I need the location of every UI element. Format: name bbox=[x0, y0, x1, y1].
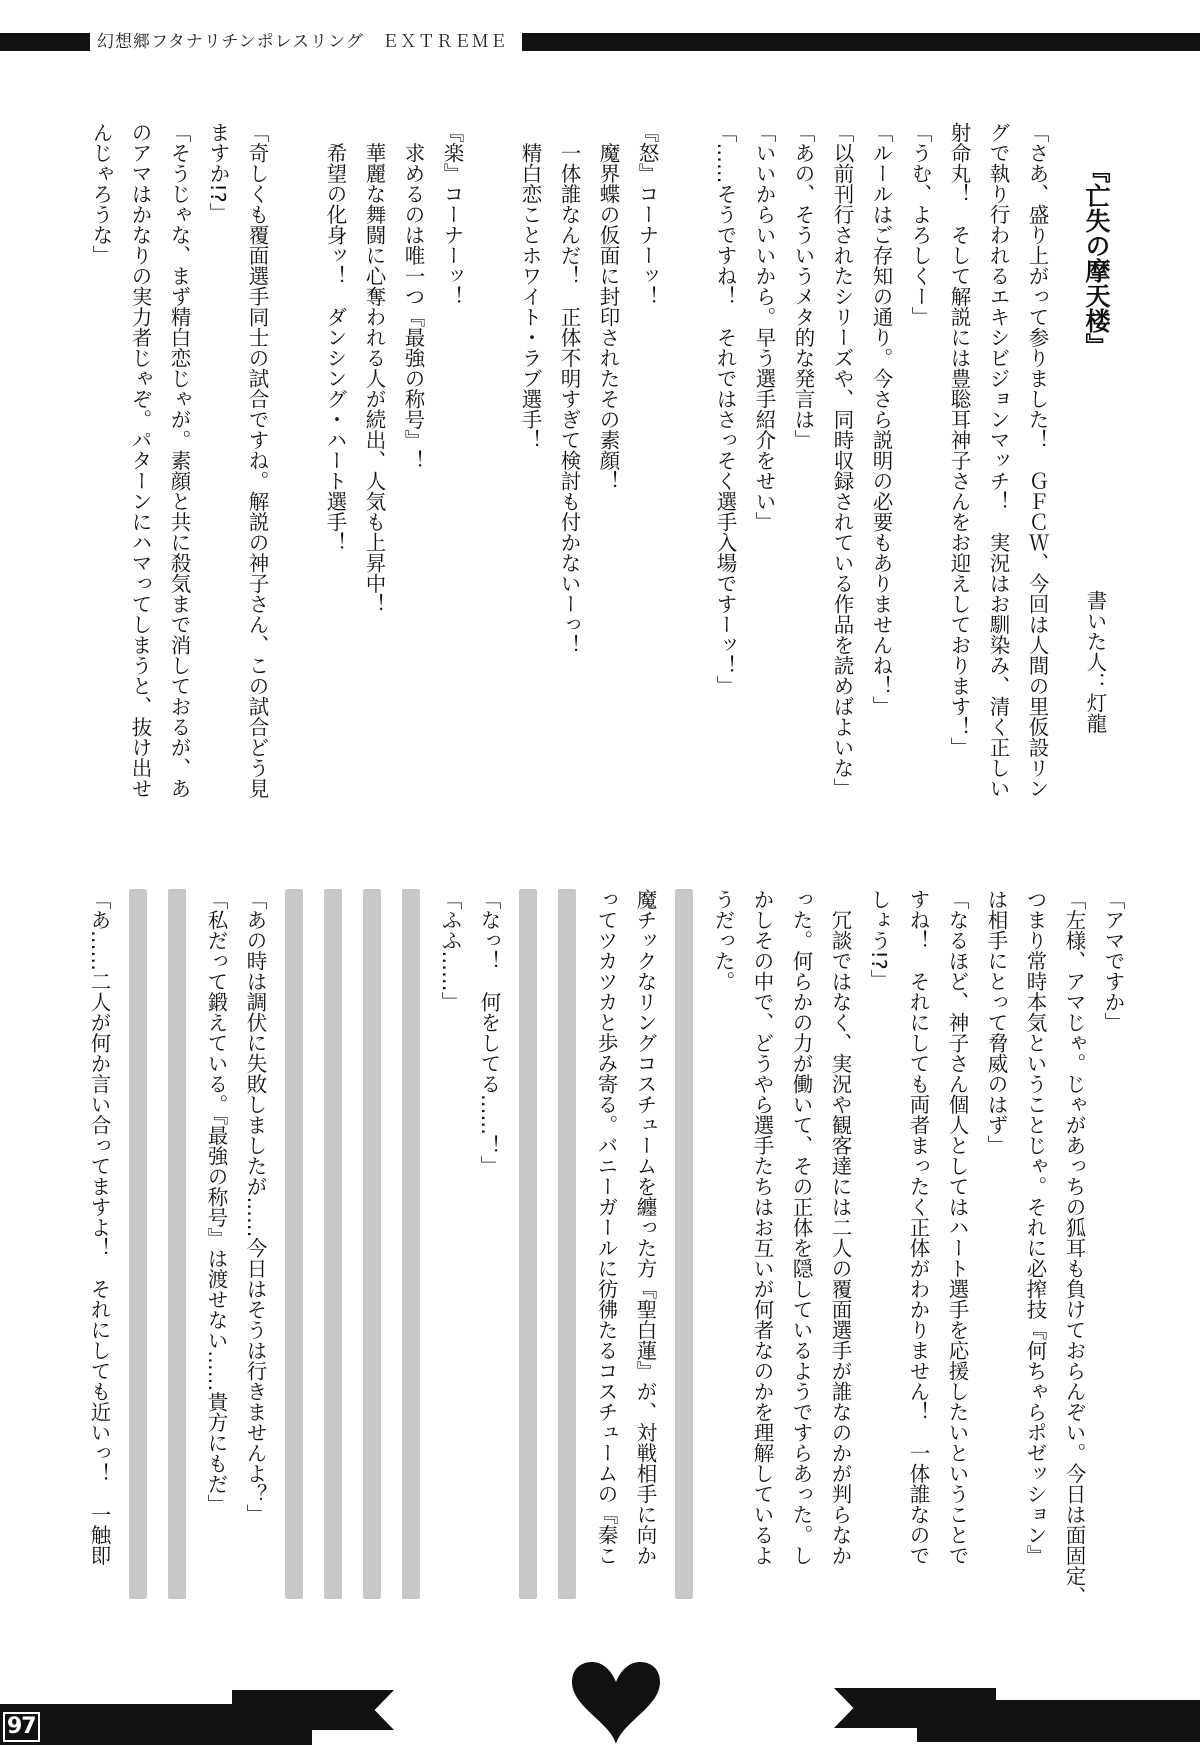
text-column: 「あ……二人が何か言い合ってますよ！ それにしても近いっ！ 一触即 bbox=[87, 889, 111, 1566]
text-column: 射命丸！ そして解説には豊聡耳神子さんをお迎えしております！」 bbox=[947, 122, 971, 758]
text-column: 「あの、そういうメタ的な発言は」 bbox=[791, 122, 815, 450]
text-column: 華麗な舞闘に心奪われる人が続出、人気も上昇中！ bbox=[362, 122, 386, 614]
running-title: 幻想郷フタナリチンポレスリング ＥＸＴＲＥＭＥ bbox=[97, 32, 508, 52]
text-column: 「いいからいいから。早う選手紹介をせい」 bbox=[752, 122, 776, 532]
text-column: 「そうじゃな、まず精白恋じゃが。素顔と共に殺気まで消しておるが、あ bbox=[167, 122, 191, 799]
ribbon-right bbox=[917, 1700, 1200, 1742]
text-column: 冗談ではなく、実況や観客達には二人の覆面選手が誰なのかが判らなか bbox=[828, 889, 852, 1566]
text-column: 「以前刊行されたシリーズや、同時収録されている作品を読めばよいな」 bbox=[830, 122, 854, 799]
text-column: ますか!?」 bbox=[206, 122, 230, 224]
text-column: 求めるのは唯一つ『最強の称号』！ bbox=[401, 122, 425, 471]
text-column: 「なっ！ 何をしてる……！」 bbox=[477, 889, 501, 1176]
text-column: 「私だって鍛えている。『最強の称号』は渡せない……貴方にもだ」 bbox=[204, 889, 228, 1515]
story-title: 『亡失の摩天楼』 bbox=[1082, 158, 1111, 358]
text-column: 「アマですか」 bbox=[1101, 889, 1125, 1033]
text-column: 「左様、アマじゃ。じゃがあっちの狐耳も負けておらんぞい。今日は面固定、 bbox=[1062, 889, 1086, 1607]
text-column: 希望の化身ッ！ ダンシング・ハート選手！ bbox=[323, 122, 347, 553]
text-column: 精白恋ことホワイト・ラブ選手！ bbox=[518, 122, 542, 450]
text-column: 『怒』コーナーッ！ bbox=[635, 122, 659, 307]
text-column: んじゃろうな」 bbox=[89, 122, 113, 266]
text-column: 「奇しくも覆面選手同士の試合ですね。解説の神子さん、この試合どう見 bbox=[245, 122, 269, 799]
redacted-line bbox=[519, 889, 537, 1599]
redacted-line bbox=[129, 889, 147, 1599]
text-column: 魔チックなリングコスチュームを纏った方『聖白蓮』が、対戦相手に向か bbox=[633, 889, 657, 1566]
text-column: かしその中で、どうやら選手たちはお互いが何者なのかを理解しているよ bbox=[750, 889, 774, 1566]
text-column: 「うむ、よろしくー」 bbox=[908, 122, 932, 327]
ribbon-left bbox=[0, 1704, 312, 1745]
text-column: 「なるほど、神子さん個人としてはハート選手を応援したいということで bbox=[945, 889, 969, 1566]
text-column: しょう!?」 bbox=[867, 889, 891, 991]
text-column: 一体誰なんだ！ 正体不明すぎて検討も付かないーっ！ bbox=[557, 122, 581, 655]
text-column: すね！ それにしても両者まったく正体がわかりません！ 一体誰なので bbox=[906, 889, 930, 1566]
redacted-line bbox=[285, 889, 303, 1599]
redacted-line bbox=[402, 889, 420, 1599]
text-column: 「さあ、盛り上がって参りました！ ＧＦＣＷ、今回は人間の里仮設リン bbox=[1025, 122, 1049, 799]
text-column: は相手にとって脅威のはず」 bbox=[984, 889, 1008, 1156]
redacted-line bbox=[168, 889, 186, 1599]
text-column: のアマはかなりの実力者じゃぞ。パターンにハマってしまうと、抜け出せ bbox=[128, 122, 152, 799]
text-column: 「……そうですね！ それではさっそく選手入場ですーッ！」 bbox=[713, 122, 737, 696]
redacted-line bbox=[558, 889, 576, 1599]
text-column: グで執り行われるエキシビジョンマッチ！ 実況はお馴染み、清く正しい bbox=[986, 122, 1010, 799]
redacted-line bbox=[363, 889, 381, 1599]
text-column: 「あの時は調伏に失敗しましたが……今日はそうは行きませんよ？」 bbox=[243, 889, 267, 1525]
redacted-line bbox=[324, 889, 342, 1599]
text-column: 魔界蝶の仮面に封印されたその素顔！ bbox=[596, 122, 620, 491]
story-byline: 書いた人：灯龍 bbox=[1083, 590, 1107, 734]
header-bar-right bbox=[522, 33, 1200, 51]
text-column: った。何らかの力が働いて、その正体を隠しているようですらあった。し bbox=[789, 889, 813, 1566]
header-bar-left bbox=[0, 33, 90, 51]
text-column: 「ルールはご存知の通り。今さら説明の必要もありませんね！」 bbox=[869, 122, 893, 717]
page-number: 97 bbox=[3, 1712, 40, 1742]
redacted-line bbox=[675, 889, 693, 1599]
text-column: つまり常時本気ということじゃ。それに必搾技『何ちゃらポゼッション』 bbox=[1023, 889, 1047, 1566]
text-column: 「ふふ……」 bbox=[438, 889, 462, 1012]
text-column: ってツカツカと歩み寄る。バニーガールに彷彿たるコスチュームの『秦こ bbox=[594, 889, 618, 1566]
heart-icon bbox=[570, 1662, 662, 1744]
text-column: うだった。 bbox=[711, 889, 735, 992]
text-column: 『楽』コーナーッ！ bbox=[440, 122, 464, 307]
